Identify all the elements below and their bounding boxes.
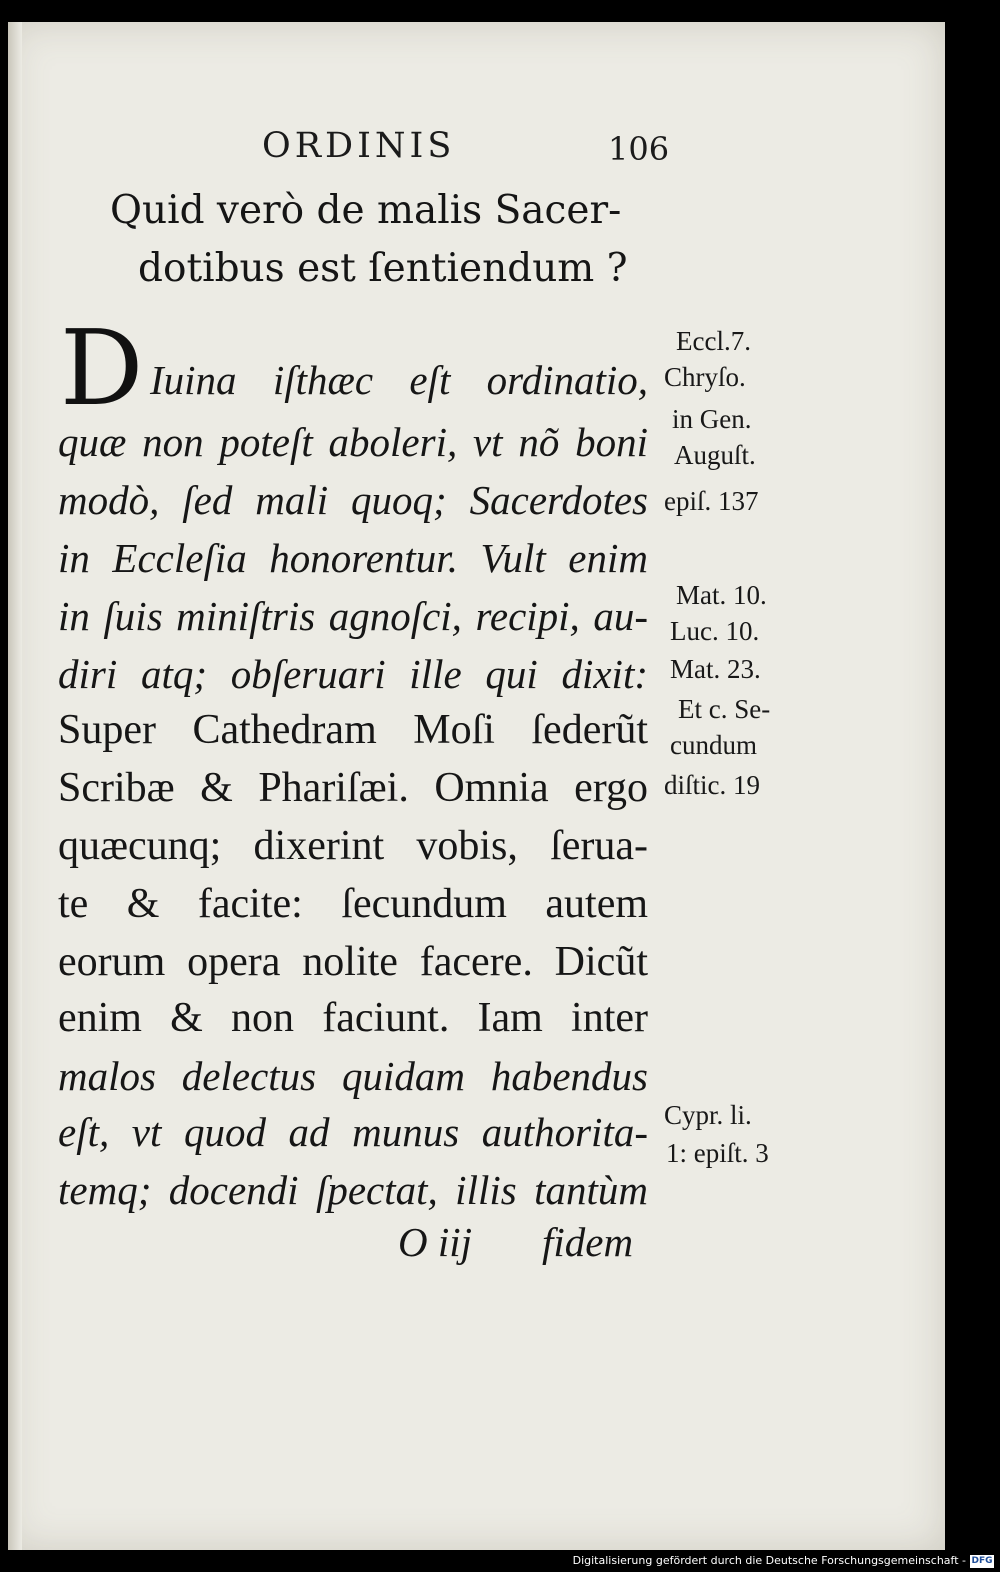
dfg-logo: DFG: [971, 1556, 993, 1566]
margin-note: Cypr. li.: [664, 1100, 752, 1130]
margin-note: cundum: [670, 730, 757, 760]
catchword: fidem: [542, 1219, 634, 1265]
page-gutter: [8, 22, 22, 1550]
margin-note: Chryſo.: [664, 362, 746, 392]
text-line: Super Cathedram Moſi ſederũt: [58, 707, 648, 753]
margin-note: Mat. 10.: [676, 580, 767, 610]
margin-note: diſtic. 19: [664, 770, 760, 800]
question-line: Quid verò de malis Sacer-: [110, 188, 622, 233]
text-line: quæcunq; dixerint vobis, ſerua-: [58, 823, 648, 869]
text-line: te & facite: ſecundum autem: [58, 881, 648, 927]
margin-note: Eccl.7.: [676, 326, 751, 356]
footer-bar: [0, 1550, 1000, 1572]
text-line: eſt, vt quod ad munus authorita-: [58, 1109, 648, 1155]
margin-note: Luc. 10.: [670, 616, 760, 646]
margin-note: 1: epiſt. 3: [666, 1138, 769, 1168]
question-line: dotibus est ſentiendum ?: [138, 246, 628, 291]
margin-note: epiſ. 137: [664, 486, 759, 516]
drop-cap: D: [60, 307, 144, 429]
funding-notice: Digitalisierung gefördert durch die Deutsche Forschungsgemeinschaft -: [572, 1554, 966, 1567]
text-line: in ſuis miniſtris agnoſci, recipi, au-: [58, 593, 648, 639]
text-line: diri atq; obſeruari ille qui dixit:: [58, 651, 648, 697]
margin-note: Mat. 23.: [670, 654, 761, 684]
text-line: temq; docendi ſpectat, illis tantùm: [58, 1167, 648, 1213]
signature-mark: O iij: [398, 1219, 473, 1265]
text-line: Scribæ & Phariſæi. Omnia ergo: [58, 765, 648, 811]
text-line: quæ non poteſt aboleri, vt nõ boni: [58, 419, 648, 465]
text-line: eorum opera nolite facere. Dicũt: [58, 939, 648, 985]
text-line: malos delectus quidam habendus: [58, 1053, 648, 1099]
section-question: [110, 182, 670, 298]
margin-note: Et c. Se-: [678, 694, 771, 724]
running-head: ORDINIS: [262, 126, 456, 166]
text-line: Iuina iſthæc eſt ordinatio,: [150, 357, 648, 403]
text-line: in Eccleſia honorentur. Vult enim: [58, 535, 648, 581]
text-line: enim & non faciunt. Iam inter: [58, 995, 648, 1041]
margin-note: Auguſt.: [674, 440, 756, 470]
text-line: modò, ſed mali quoq; Sacerdotes: [58, 477, 648, 523]
page-number: 106: [608, 130, 670, 168]
margin-note: in Gen.: [672, 404, 752, 434]
